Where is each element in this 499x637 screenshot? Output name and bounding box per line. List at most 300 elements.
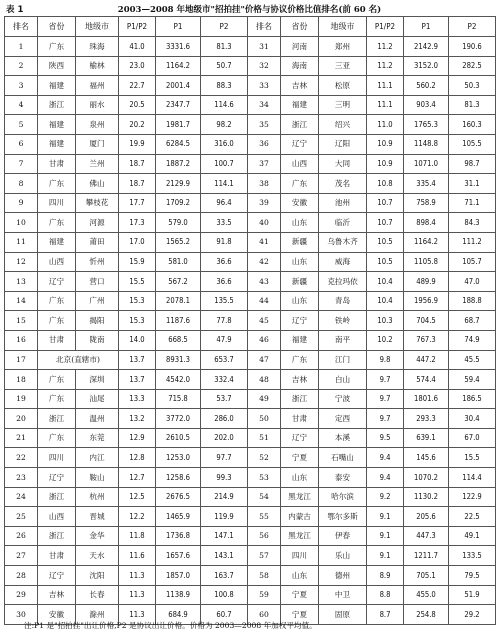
rank-cell: 45: [248, 311, 281, 331]
ratio-cell: 12.8: [119, 448, 156, 468]
table-row: [5, 272, 496, 292]
rank-cell: 52: [248, 448, 281, 468]
p1-cell: 2676.5: [156, 487, 201, 507]
ratio-cell: 11.6: [119, 546, 156, 566]
header-p2: P2: [449, 17, 496, 37]
p2-cell: 31.1: [449, 174, 496, 194]
p1-cell: 447.2: [404, 350, 449, 370]
p2-cell: 49.1: [449, 526, 496, 546]
city-cell: 佛山: [76, 174, 119, 194]
p2-cell: 96.4: [201, 193, 248, 213]
rank-cell: 1: [5, 37, 38, 57]
province-cell: 四川: [38, 448, 76, 468]
p2-cell: 77.8: [201, 311, 248, 331]
ratio-cell: 17.3: [119, 213, 156, 233]
table-row: [5, 311, 496, 331]
p1-cell: 1736.8: [156, 526, 201, 546]
header-province: 省份: [38, 17, 76, 37]
p2-cell: 51.9: [449, 585, 496, 605]
city-cell: 南平: [319, 330, 367, 350]
province-cell: 山东: [281, 252, 319, 272]
p2-cell: 114.4: [449, 468, 496, 488]
table-row: [5, 330, 496, 350]
p1-cell: 767.3: [404, 330, 449, 350]
p2-cell: 163.7: [201, 566, 248, 586]
p2-cell: 190.6: [449, 37, 496, 57]
table-row: [5, 370, 496, 390]
p1-cell: 455.0: [404, 585, 449, 605]
city-cell: 江门: [319, 350, 367, 370]
p2-cell: 88.3: [201, 76, 248, 96]
province-cell: 宁夏: [281, 605, 319, 625]
table-body: [5, 37, 496, 625]
p2-cell: 186.5: [449, 389, 496, 409]
city-cell: 铁岭: [319, 311, 367, 331]
city-cell: 威海: [319, 252, 367, 272]
p1-cell: 715.8: [156, 389, 201, 409]
province-cell: 辽宁: [38, 566, 76, 586]
province-cell: 辽宁: [281, 134, 319, 154]
ratio-cell: 15.3: [119, 291, 156, 311]
p2-cell: 98.7: [449, 154, 496, 174]
p1-cell: 1164.2: [404, 232, 449, 252]
ratio-cell: 10.9: [367, 154, 404, 174]
p2-cell: 111.2: [449, 232, 496, 252]
ratio-cell: 10.2: [367, 330, 404, 350]
p1-cell: 3152.0: [404, 56, 449, 76]
city-cell: 茂名: [319, 174, 367, 194]
province-cell: 吉林: [281, 76, 319, 96]
p2-cell: 81.3: [449, 95, 496, 115]
p1-cell: 1148.8: [404, 134, 449, 154]
province-cell: 广东: [281, 174, 319, 194]
p2-cell: 36.6: [201, 272, 248, 292]
table-row: [5, 95, 496, 115]
province-cell: 山西: [38, 252, 76, 272]
p1-cell: 4542.0: [156, 370, 201, 390]
p2-cell: 332.4: [201, 370, 248, 390]
p1-cell: 1857.0: [156, 566, 201, 586]
table-row: [5, 213, 496, 233]
ratio-cell: 11.1: [367, 76, 404, 96]
city-cell: 克拉玛依: [319, 272, 367, 292]
p2-cell: 47.9: [201, 330, 248, 350]
rank-cell: 55: [248, 507, 281, 527]
rank-cell: 31: [248, 37, 281, 57]
p2-cell: 147.1: [201, 526, 248, 546]
rank-cell: 9: [5, 193, 38, 213]
p1-cell: 705.1: [404, 566, 449, 586]
p2-cell: 33.5: [201, 213, 248, 233]
ratio-cell: 13.7: [119, 350, 156, 370]
city-cell: 中卫: [319, 585, 367, 605]
province-cell: 浙江: [38, 526, 76, 546]
table-title-row: [4, 2, 495, 16]
p1-cell: 2347.7: [156, 95, 201, 115]
table-row: [5, 154, 496, 174]
rank-cell: 43: [248, 272, 281, 292]
province-cell: 福建: [281, 330, 319, 350]
ratio-cell: 10.9: [367, 134, 404, 154]
ratio-cell: 11.3: [119, 585, 156, 605]
p1-cell: 560.2: [404, 76, 449, 96]
province-cell: 山西: [281, 154, 319, 174]
p2-cell: 79.5: [449, 566, 496, 586]
p1-cell: 2001.4: [156, 76, 201, 96]
city-cell: 兰州: [76, 154, 119, 174]
ratio-cell: 15.5: [119, 272, 156, 292]
p1-cell: 581.0: [156, 252, 201, 272]
city-cell: 石嘴山: [319, 448, 367, 468]
rank-cell: 23: [5, 468, 38, 488]
province-cell: 海南: [281, 56, 319, 76]
city-cell: 陇南: [76, 330, 119, 350]
ratio-cell: 8.7: [367, 605, 404, 625]
ratio-cell: 20.5: [119, 95, 156, 115]
rank-cell: 37: [248, 154, 281, 174]
rank-cell: 13: [5, 272, 38, 292]
ratio-cell: 13.2: [119, 409, 156, 429]
p1-cell: 1981.7: [156, 115, 201, 135]
p2-cell: 316.0: [201, 134, 248, 154]
p2-cell: 99.3: [201, 468, 248, 488]
rank-cell: 58: [248, 566, 281, 586]
p2-cell: 160.3: [449, 115, 496, 135]
ratio-cell: 9.1: [367, 526, 404, 546]
city-cell: 松原: [319, 76, 367, 96]
p1-cell: 574.4: [404, 370, 449, 390]
rank-cell: 8: [5, 174, 38, 194]
city-cell: 绍兴: [319, 115, 367, 135]
city-cell: 三明: [319, 95, 367, 115]
table-row: [5, 252, 496, 272]
city-cell: 金华: [76, 526, 119, 546]
city-cell: 本溪: [319, 428, 367, 448]
province-cell: 广东: [281, 350, 319, 370]
rank-cell: 14: [5, 291, 38, 311]
city-cell: 深圳: [76, 370, 119, 390]
ratio-cell: 17.0: [119, 232, 156, 252]
province-cell: 辽宁: [281, 311, 319, 331]
rank-cell: 3: [5, 76, 38, 96]
city-cell: 温州: [76, 409, 119, 429]
p2-cell: 286.0: [201, 409, 248, 429]
city-cell: 揭阳: [76, 311, 119, 331]
province-cell: 山东: [281, 291, 319, 311]
rank-cell: 51: [248, 428, 281, 448]
rank-cell: 4: [5, 95, 38, 115]
p2-cell: 100.7: [201, 154, 248, 174]
p2-cell: 91.8: [201, 232, 248, 252]
p2-cell: 135.5: [201, 291, 248, 311]
table-row: [5, 409, 496, 429]
rank-cell: 2: [5, 56, 38, 76]
p1-cell: 704.5: [404, 311, 449, 331]
p2-cell: 30.4: [449, 409, 496, 429]
city-cell: 沈阳: [76, 566, 119, 586]
ratio-cell: 15.9: [119, 252, 156, 272]
province-cell: 浙江: [38, 409, 76, 429]
p2-cell: 45.5: [449, 350, 496, 370]
table-header-row: [5, 17, 496, 37]
ratio-cell: 9.5: [367, 428, 404, 448]
p2-cell: 59.4: [449, 370, 496, 390]
ratio-cell: 9.7: [367, 409, 404, 429]
ratio-cell: 9.7: [367, 370, 404, 390]
rank-cell: 15: [5, 311, 38, 331]
city-cell: 营口: [76, 272, 119, 292]
city-cell: 乐山: [319, 546, 367, 566]
rank-cell: 41: [248, 232, 281, 252]
rank-cell: 57: [248, 546, 281, 566]
table-row: [5, 448, 496, 468]
province-cell: 山西: [38, 507, 76, 527]
p1-cell: 1071.0: [404, 154, 449, 174]
p2-cell: 100.8: [201, 585, 248, 605]
city-cell: 固原: [319, 605, 367, 625]
city-cell: 汕尾: [76, 389, 119, 409]
p1-cell: 489.9: [404, 272, 449, 292]
rank-cell: 27: [5, 546, 38, 566]
table-footnote: 注:P1 是"招拍挂"出让价格,P2 是协议出让价格。价格为 2003—2008 年加权平均值。: [24, 621, 317, 630]
city-cell: 伊春: [319, 526, 367, 546]
province-cell: 甘肃: [38, 330, 76, 350]
p1-cell: 903.4: [404, 95, 449, 115]
p1-cell: 1105.8: [404, 252, 449, 272]
table-row: [5, 507, 496, 527]
p1-cell: 254.8: [404, 605, 449, 625]
city-cell: 珠海: [76, 37, 119, 57]
city-cell: 哈尔滨: [319, 487, 367, 507]
city-cell: 三亚: [319, 56, 367, 76]
table-row: [5, 193, 496, 213]
province-cell: 四川: [281, 546, 319, 566]
city-cell: 晋城: [76, 507, 119, 527]
province-cell: 辽宁: [38, 272, 76, 292]
ratio-cell: 11.2: [367, 56, 404, 76]
p2-cell: 47.0: [449, 272, 496, 292]
table-row: [5, 487, 496, 507]
p1-cell: 1765.3: [404, 115, 449, 135]
rank-cell: 44: [248, 291, 281, 311]
ratio-cell: 9.4: [367, 468, 404, 488]
rank-cell: 21: [5, 428, 38, 448]
table-label: 表 1: [6, 5, 24, 15]
city-cell: 忻州: [76, 252, 119, 272]
header-p1: P1: [156, 17, 201, 37]
p1-cell: 1887.2: [156, 154, 201, 174]
p1-cell: 335.4: [404, 174, 449, 194]
ratio-cell: 10.5: [367, 232, 404, 252]
ratio-cell: 11.3: [119, 566, 156, 586]
ratio-cell: 8.9: [367, 566, 404, 586]
rank-cell: 47: [248, 350, 281, 370]
province-cell: 甘肃: [38, 546, 76, 566]
city-cell: 福州: [76, 76, 119, 96]
p2-cell: 53.7: [201, 389, 248, 409]
ratio-cell: 10.7: [367, 213, 404, 233]
city-cell: 攀枝花: [76, 193, 119, 213]
province-cell: 浙江: [281, 389, 319, 409]
p1-cell: 447.3: [404, 526, 449, 546]
ratio-cell: 8.8: [367, 585, 404, 605]
p1-cell: 3331.6: [156, 37, 201, 57]
p1-cell: 293.3: [404, 409, 449, 429]
province-cell: 山东: [281, 566, 319, 586]
city-cell: 长春: [76, 585, 119, 605]
ratio-cell: 12.5: [119, 487, 156, 507]
p1-cell: 639.1: [404, 428, 449, 448]
p2-cell: 29.2: [449, 605, 496, 625]
province-cell: 四川: [38, 193, 76, 213]
table-title: 2003—2008 年地级市"招拍挂"价格与协议价格比值排名(前 60 名): [117, 5, 382, 15]
p2-cell: 71.1: [449, 193, 496, 213]
province-cell: 山东: [281, 468, 319, 488]
province-cell: 吉林: [281, 370, 319, 390]
rank-cell: 59: [248, 585, 281, 605]
p2-cell: 68.7: [449, 311, 496, 331]
province-cell: 黑龙江: [281, 487, 319, 507]
p1-cell: 1801.6: [404, 389, 449, 409]
city-cell: 大同: [319, 154, 367, 174]
table-row: [5, 546, 496, 566]
rank-cell: 60: [248, 605, 281, 625]
ratio-cell: 17.7: [119, 193, 156, 213]
table-row: [5, 350, 496, 370]
header-province: 省份: [281, 17, 319, 37]
province-cell: 宁夏: [281, 448, 319, 468]
p2-cell: 114.6: [201, 95, 248, 115]
rank-cell: 6: [5, 134, 38, 154]
province-cell: 福建: [281, 95, 319, 115]
p1-cell: 1138.9: [156, 585, 201, 605]
city-cell: 池州: [319, 193, 367, 213]
ratio-cell: 15.3: [119, 311, 156, 331]
p2-cell: 15.5: [449, 448, 496, 468]
province-cell: 安徽: [38, 605, 76, 625]
ratio-cell: 23.0: [119, 56, 156, 76]
table-row: [5, 232, 496, 252]
province-cell: 宁夏: [281, 585, 319, 605]
city-cell: 宁波: [319, 389, 367, 409]
p2-cell: 36.6: [201, 252, 248, 272]
p1-cell: 1211.7: [404, 546, 449, 566]
header-p1: P1: [404, 17, 449, 37]
province-cell: 内蒙古: [281, 507, 319, 527]
table-row: [5, 56, 496, 76]
rank-cell: 33: [248, 76, 281, 96]
ratio-cell: 12.7: [119, 468, 156, 488]
rank-cell: 46: [248, 330, 281, 350]
province-cell: 新疆: [281, 272, 319, 292]
province-cell: 甘肃: [38, 154, 76, 174]
header-p2: P2: [201, 17, 248, 37]
p2-cell: 143.1: [201, 546, 248, 566]
city-cell: 临沂: [319, 213, 367, 233]
ratio-cell: 9.4: [367, 448, 404, 468]
table-row: [5, 566, 496, 586]
city-cell: 莆田: [76, 232, 119, 252]
ratio-cell: 10.4: [367, 291, 404, 311]
rank-cell: 40: [248, 213, 281, 233]
p1-cell: 567.2: [156, 272, 201, 292]
p2-cell: 214.9: [201, 487, 248, 507]
province-cell: 广东: [38, 428, 76, 448]
city-cell: 泰安: [319, 468, 367, 488]
table-row: [5, 174, 496, 194]
province-cell: 黑龙江: [281, 526, 319, 546]
p1-cell: 2129.9: [156, 174, 201, 194]
header-rank: 排名: [248, 17, 281, 37]
p2-cell: 98.2: [201, 115, 248, 135]
table-row: [5, 526, 496, 546]
header-city: 地级市: [76, 17, 119, 37]
ratio-cell: 18.7: [119, 174, 156, 194]
rank-cell: 7: [5, 154, 38, 174]
city-cell: 杭州: [76, 487, 119, 507]
city-cell: 内江: [76, 448, 119, 468]
rank-cell: 56: [248, 526, 281, 546]
rank-cell: 36: [248, 134, 281, 154]
rank-cell: 16: [5, 330, 38, 350]
province-cell: 甘肃: [281, 409, 319, 429]
table-row: [5, 428, 496, 448]
city-cell: 青岛: [319, 291, 367, 311]
province-cell: 广东: [38, 311, 76, 331]
province-cell: 浙江: [281, 115, 319, 135]
ratio-cell: 11.8: [119, 526, 156, 546]
city-cell: 丽水: [76, 95, 119, 115]
p1-cell: 1258.6: [156, 468, 201, 488]
p1-cell: 2142.9: [404, 37, 449, 57]
p2-cell: 67.0: [449, 428, 496, 448]
province-cell: 广东: [38, 213, 76, 233]
ratio-cell: 20.2: [119, 115, 156, 135]
rank-cell: 48: [248, 370, 281, 390]
city-cell: 厦门: [76, 134, 119, 154]
p2-cell: 202.0: [201, 428, 248, 448]
ratio-cell: 9.1: [367, 546, 404, 566]
ranking-table: [4, 16, 496, 625]
rank-cell: 12: [5, 252, 38, 272]
p1-cell: 684.9: [156, 605, 201, 625]
city-cell: 白山: [319, 370, 367, 390]
p2-cell: 81.3: [201, 37, 248, 57]
table-row: [5, 37, 496, 57]
rank-cell: 30: [5, 605, 38, 625]
ratio-cell: 11.1: [367, 95, 404, 115]
ratio-cell: 10.5: [367, 252, 404, 272]
p1-cell: 898.4: [404, 213, 449, 233]
ratio-cell: 22.7: [119, 76, 156, 96]
p1-cell: 1657.6: [156, 546, 201, 566]
ratio-cell: 19.9: [119, 134, 156, 154]
ratio-cell: 12.2: [119, 507, 156, 527]
city-cell: 辽阳: [319, 134, 367, 154]
rank-cell: 18: [5, 370, 38, 390]
rank-cell: 53: [248, 468, 281, 488]
province-cell: 福建: [38, 115, 76, 135]
ratio-cell: 9.7: [367, 389, 404, 409]
p2-cell: 50.3: [449, 76, 496, 96]
p2-cell: 97.7: [201, 448, 248, 468]
province-cell: 安徽: [281, 193, 319, 213]
rank-cell: 10: [5, 213, 38, 233]
p1-cell: 668.5: [156, 330, 201, 350]
table-row: [5, 134, 496, 154]
rank-cell: 11: [5, 232, 38, 252]
province-cell: 福建: [38, 76, 76, 96]
